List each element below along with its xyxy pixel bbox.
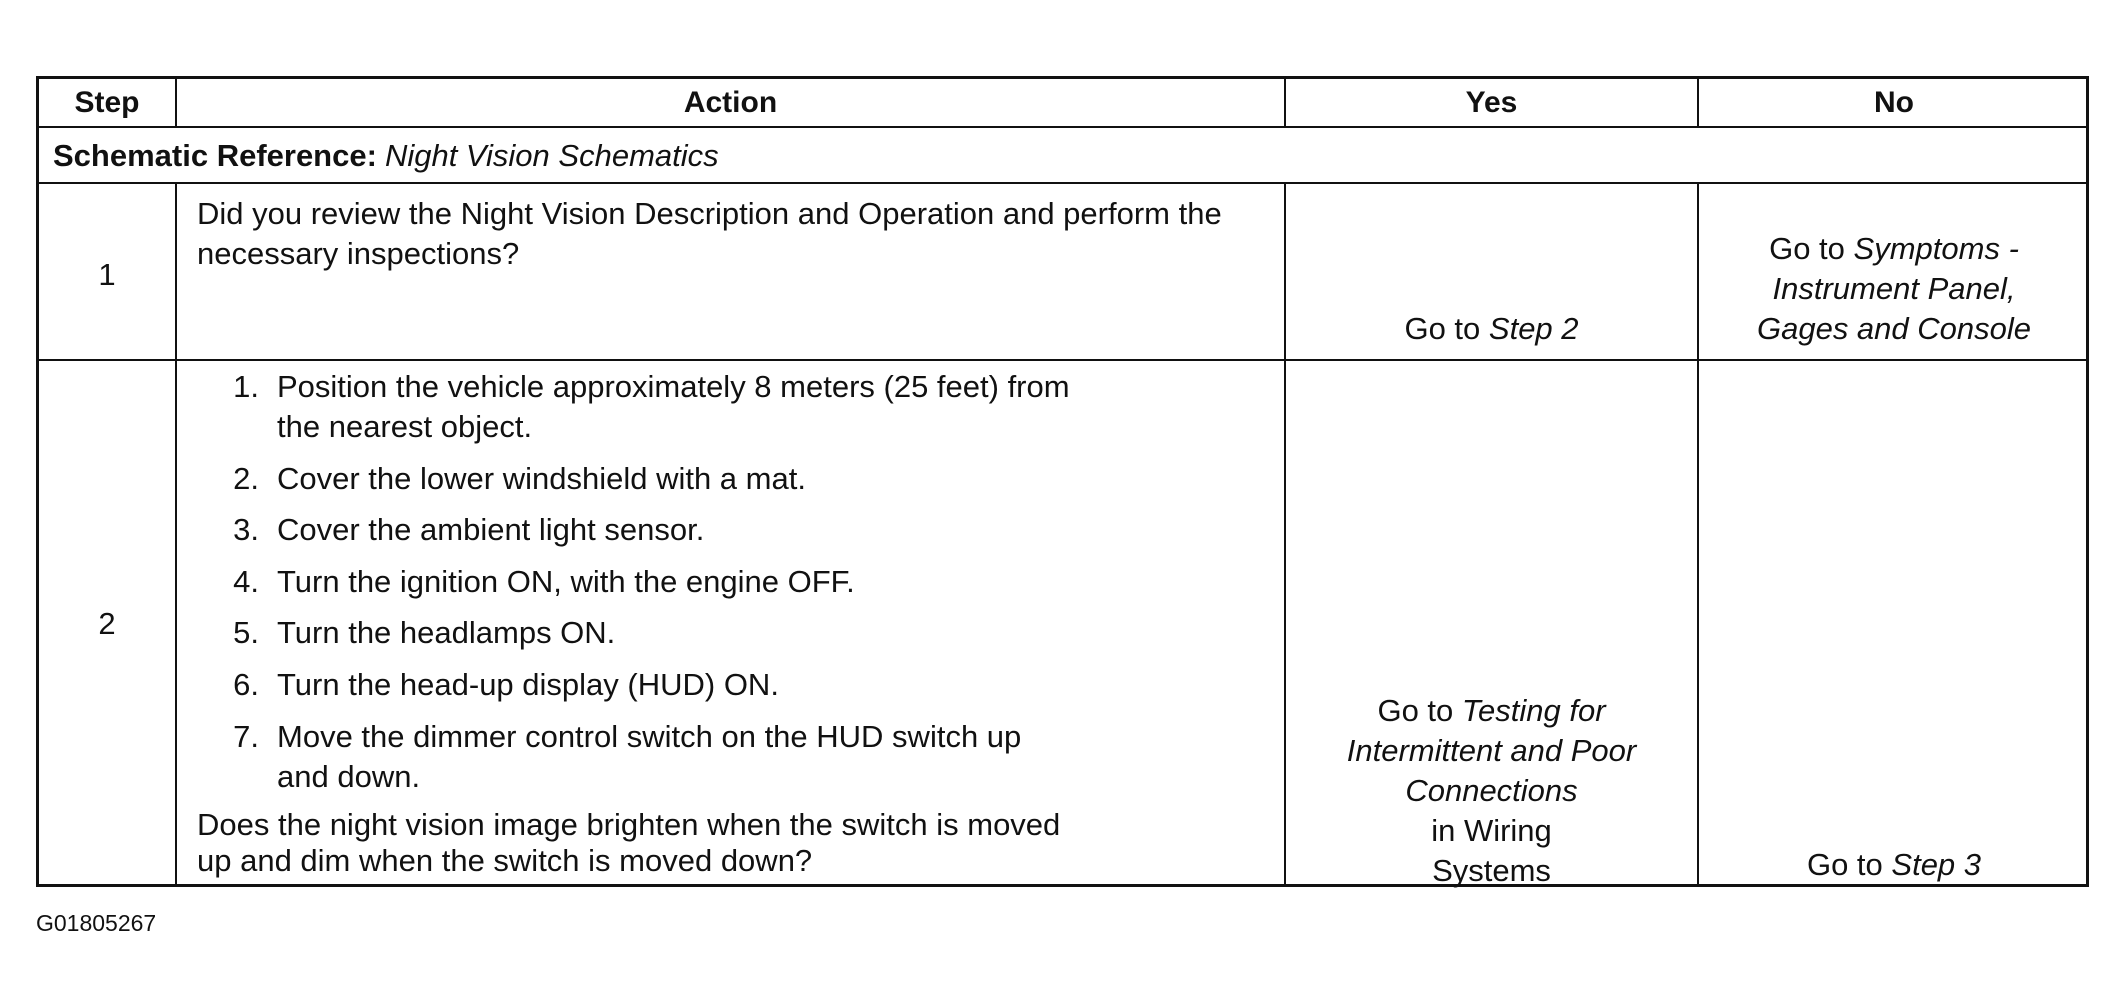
list-text: Turn the head-up display (HUD) ON.: [277, 667, 779, 702]
list-number: 3.: [233, 512, 259, 547]
list-text: Turn the ignition ON, with the engine OFF.: [277, 564, 855, 599]
header-no: No: [1874, 86, 1914, 119]
list-number: 6.: [233, 667, 259, 702]
symptoms-link-line2[interactable]: Instrument Panel,: [1772, 271, 2016, 306]
schematic-reference-value: Night Vision Schematics: [384, 138, 719, 173]
no-prefix: Go to: [1806, 847, 1883, 882]
figure-id: G01805267: [36, 910, 157, 936]
list-text: Cover the lower windshield with a mat.: [277, 461, 806, 496]
testing-link-line2[interactable]: Intermittent and Poor: [1346, 733, 1637, 768]
list-number: 2.: [233, 461, 259, 496]
list-text: Position the vehicle approximately 8 meters (25 feet) from the nearest object.: [277, 369, 1070, 444]
schematic-reference-label: Schematic Reference:: [53, 138, 377, 173]
header-action: Action: [683, 86, 778, 119]
testing-link[interactable]: Testing for: [1461, 693, 1606, 728]
schematic-reference: [53, 131, 719, 181]
step-2-link[interactable]: Step 2: [1488, 311, 1579, 346]
list-text: Move the dimmer control switch on the HUD switch up and down.: [277, 719, 1022, 794]
step-1-no: [1699, 229, 2089, 349]
diagnostic-table: [36, 76, 2089, 887]
header-yes: Yes: [1465, 86, 1518, 119]
step-1-action: Did you review the Night Vision Description and Operation and perform the necessary inspections?: [197, 196, 1222, 271]
list-number: 5.: [233, 615, 259, 650]
yes-prefix: Go to: [1404, 311, 1481, 346]
step-2-question: Does the night vision image brighten when the switch is moved up and dim when the switch is moved down?: [197, 807, 1061, 878]
divider: [39, 182, 2086, 184]
divider: [39, 359, 2086, 361]
step-3-link[interactable]: Step 3: [1891, 847, 1982, 882]
step-number: 1: [98, 257, 116, 292]
list-text: Turn the headlamps ON.: [277, 615, 616, 650]
list-number: 1.: [233, 369, 259, 404]
step-2-yes: [1286, 691, 1697, 891]
yes-line4: in Wiring: [1431, 813, 1552, 848]
header-step: Step: [74, 86, 140, 119]
divider: [175, 182, 177, 884]
step-2-no: [1699, 845, 2089, 885]
list-number: 4.: [233, 564, 259, 599]
symptoms-link[interactable]: Symptoms -: [1853, 231, 2019, 266]
list-number: 7.: [233, 719, 259, 754]
step-1-yes: [1286, 309, 1697, 349]
yes-line5: Systems: [1432, 853, 1551, 888]
testing-link-line3[interactable]: Connections: [1405, 773, 1578, 808]
list-text: Cover the ambient light sensor.: [277, 512, 705, 547]
symptoms-link-line3[interactable]: Gages and Console: [1756, 311, 2032, 346]
yes-prefix: Go to: [1377, 693, 1454, 728]
step-number: 2: [98, 606, 116, 641]
no-prefix: Go to: [1769, 231, 1845, 266]
